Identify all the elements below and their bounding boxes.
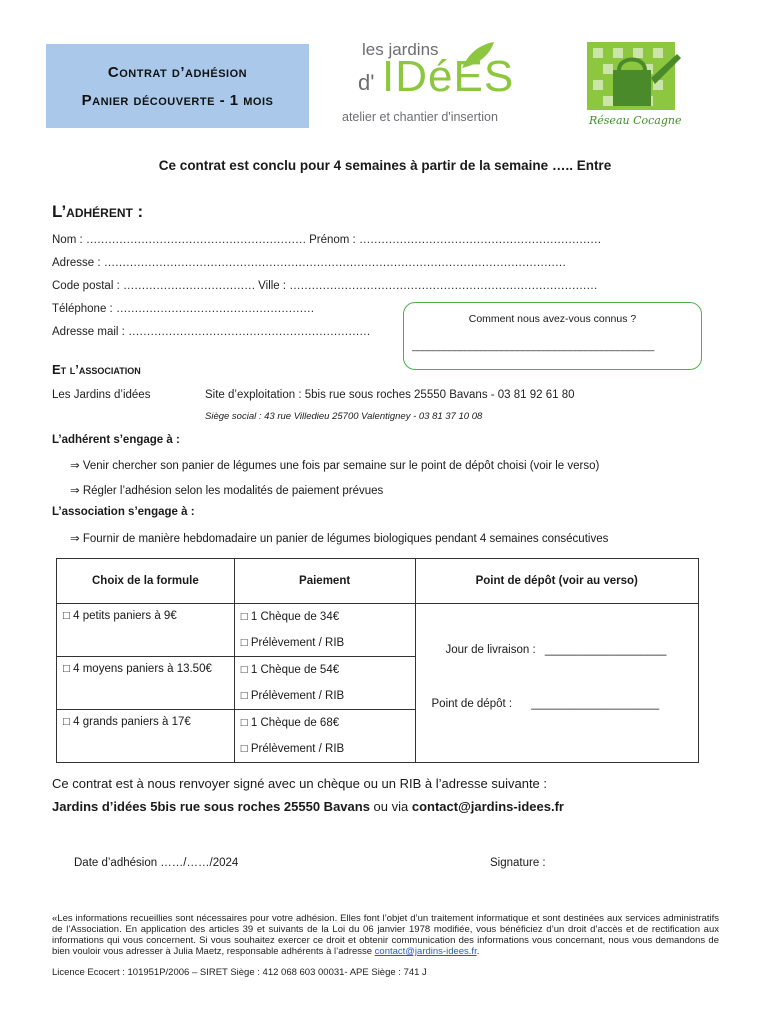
paiement-cheque-54-checkbox[interactable]: □ 1 Chèque de 54€: [234, 657, 415, 684]
paiement-prelevement-checkbox[interactable]: □ Prélèvement / RIB: [234, 683, 415, 710]
prenom-field[interactable]: …………………………………………………………: [358, 234, 601, 246]
formule-petits-checkbox[interactable]: □ 4 petits paniers à 9€: [57, 604, 235, 657]
nom-field[interactable]: ……………………………………………………: [85, 234, 306, 246]
association-heading: Et l’association: [52, 362, 141, 377]
adherent-heading: L’adhérent :: [52, 202, 144, 221]
depot-cell: [415, 604, 698, 763]
table-header-depot: Point de dépôt (voir au verso): [415, 559, 698, 604]
referral-label: Comment nous avez-vous connus ?: [468, 313, 637, 325]
formule-table: [56, 558, 699, 763]
adresse-row: [52, 257, 566, 269]
paiement-cheque-68-checkbox[interactable]: □ 1 Chèque de 68€: [234, 710, 415, 737]
adherent-engagement-item: ⇒ Venir chercher son panier de légumes une fois par semaine sur le point de dépôt choisi (voir le verso): [70, 460, 600, 472]
brand-name: IDéES: [382, 52, 515, 101]
return-email[interactable]: contact@jardins-idees.fr: [411, 799, 564, 814]
ville-label: Ville :: [258, 280, 287, 292]
jour-livraison-label: Jour de livraison :: [445, 644, 536, 656]
table-header-formule: Choix de la formule: [57, 559, 235, 604]
adresse-label: Adresse :: [52, 257, 101, 269]
watering-can-icon: [585, 40, 691, 114]
contract-intro: Ce contrat est conclu pour 4 semaines à partir de la semaine ….. Entre: [158, 158, 612, 173]
paiement-cheque-34-checkbox[interactable]: □ 1 Chèque de 34€: [234, 604, 415, 631]
association-engagement-heading: L’association s’engage à :: [52, 506, 195, 518]
cp-field[interactable]: ………………………………: [122, 280, 255, 292]
date-adhesion-field[interactable]: Date d’adhésion ……/……/2024: [74, 857, 239, 869]
legal-email-link[interactable]: contact@jardins-idees.fr: [374, 946, 477, 957]
mail-row: [52, 326, 370, 338]
formule-moyens-checkbox[interactable]: □ 4 moyens paniers à 13.50€: [57, 657, 235, 710]
association-engagement-item: ⇒ Fournir de manière hebdomadaire un panier de légumes biologiques pendant 4 semaines consécutives: [70, 533, 609, 545]
arrow-icon: ⇒: [70, 485, 80, 497]
arrow-icon: ⇒: [70, 460, 80, 472]
point-depot-field[interactable]: ____________________: [531, 698, 660, 710]
mail-field[interactable]: …………………………………………………………: [128, 326, 371, 338]
reseau-cocagne-text: Réseau Cocagne: [589, 114, 682, 127]
contract-title: Contrat d’adhésion: [107, 64, 248, 81]
jour-livraison-field[interactable]: ___________________: [544, 644, 667, 656]
point-depot-row: [432, 698, 660, 710]
association-siege: Siège social : 43 rue Villedieu 25700 Valentigney - 03 81 37 10 08: [205, 411, 483, 422]
signature-field[interactable]: Signature :: [490, 857, 546, 869]
cp-ville-row: [52, 280, 597, 292]
ville-field[interactable]: …………………………………………………………………………: [289, 280, 598, 292]
table-header-paiement: Paiement: [234, 559, 415, 604]
return-address: Jardins d’idées 5bis rue sous roches 25550 Bavans: [52, 799, 370, 814]
adresse-field[interactable]: ………………………………………………………………………………………………………………: [103, 257, 566, 269]
return-instructions: Ce contrat est à nous renvoyer signé avec un chèque ou un RIB à l’adresse suivante :: [52, 776, 548, 791]
licence-info: Licence Ecocert : 101951P/2006 – SIRET Siège : 412 068 603 00031- APE Siège : 741 J: [52, 967, 427, 978]
tel-field[interactable]: ………………………………………………: [115, 303, 314, 315]
return-address-row: Jardins d’idées 5bis rue sous roches 25550 Bavans ou via contact@jardins-idees.fr: [52, 799, 564, 814]
legal-notice: «Les informations recueillies sont nécessaires pour votre adhésion. Elles font l’objet d’un traitement informatique et sont destinées aux services administratifs de l’Association. En application des articles 39 et suivants de la Loi du 06 janvier 1978 modifiée, vous bénéficiez d’un droit d’accès et de rectification aux informations qui vous concernent. Si vous souhaitez exercer ce droit et obtenir communication des informations vous concernant, nous vous demandons de bien vouloir vous adresser à Julia Maetz, responsable adhérents à l’adresse contact@jardins-idees.fr.: [52, 913, 719, 957]
jour-livraison-row: [446, 644, 667, 656]
formule-grands-checkbox[interactable]: □ 4 grands paniers à 17€: [57, 710, 235, 763]
arrow-icon: ⇒: [70, 533, 80, 545]
paiement-prelevement-checkbox[interactable]: □ Prélèvement / RIB: [234, 630, 415, 657]
mail-label: Adresse mail :: [52, 326, 125, 338]
nom-row: [52, 234, 601, 246]
point-depot-label: Point de dépôt :: [431, 698, 513, 710]
paiement-prelevement-checkbox[interactable]: □ Prélèvement / RIB: [234, 736, 415, 763]
nom-label: Nom :: [52, 234, 83, 246]
referral-box: [403, 302, 702, 370]
contract-title-box: [46, 44, 309, 128]
brand-tagline: atelier et chantier d'insertion: [342, 110, 498, 124]
association-site: Site d’exploitation : 5bis rue sous roches 25550 Bavans - 03 81 92 61 80: [205, 389, 575, 401]
adherent-engagement-heading: L’adhérent s’engage à :: [52, 434, 180, 446]
association-name: Les Jardins d’idées: [52, 389, 151, 401]
tel-label: Téléphone :: [52, 303, 113, 315]
adherent-engagement-item: ⇒ Régler l’adhésion selon les modalités de paiement prévues: [70, 485, 384, 497]
tel-row: [52, 303, 314, 315]
jardins-idees-logo: les jardins d' IDéES atelier et chantier d'insertion: [342, 40, 515, 124]
referral-field[interactable]: ______________________________________________: [412, 341, 655, 352]
prenom-label: Prénom :: [309, 234, 356, 246]
reseau-cocagne-logo: [585, 40, 691, 132]
cp-label: Code postal :: [52, 280, 120, 292]
contract-subtitle: Panier découverte - 1 mois: [81, 92, 274, 109]
